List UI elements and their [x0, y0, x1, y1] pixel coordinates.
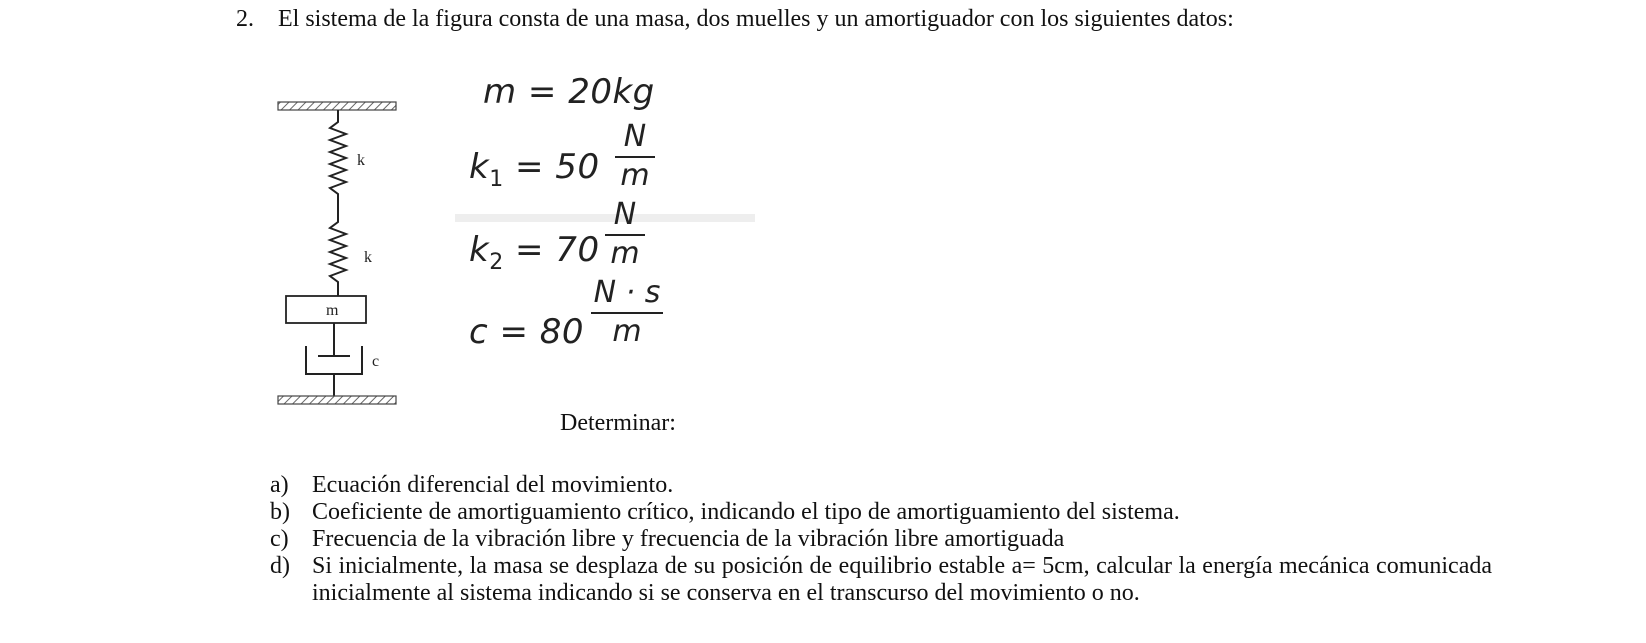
determinar-heading: Determinar:	[560, 410, 676, 436]
spring-2-label: k	[364, 249, 372, 266]
formula-damping: c = 80	[469, 312, 585, 352]
problem-text: El sistema de la figura consta de una masa, dos muelles y un amortiguador con los siguientes datos:	[278, 6, 1234, 32]
spring-2	[330, 212, 346, 296]
question-item-a: a) Ecuación diferencial del movimiento.	[270, 472, 674, 498]
mass-label: m	[326, 302, 339, 319]
question-item-c: c) Frecuencia de la vibración libre y frecuencia de la vibración libre amortiguada	[270, 526, 1065, 552]
formula-k1: $k_1 = 50$	[469, 147, 600, 192]
problem-number: 2.	[236, 6, 254, 32]
top-support	[278, 102, 396, 110]
formula-k2-fraction: N m	[605, 200, 645, 269]
spring-1-label: k	[357, 152, 365, 169]
bottom-support	[278, 396, 396, 404]
question-list	[270, 472, 1492, 607]
formula-c-fraction: N · s m	[591, 278, 663, 347]
damper-label: c	[372, 353, 380, 370]
spring-1	[330, 110, 346, 212]
damper	[306, 323, 362, 396]
formula-mass: m = 20kg	[483, 72, 655, 112]
data-formulas	[445, 66, 685, 366]
formula-k1-fraction: N m	[615, 122, 655, 191]
formula-k2: $k_2 = 70$	[469, 230, 600, 275]
question-item-b: b) Coeficiente de amortiguamiento crítico, indicando el tipo de amortiguamiento del sistema.	[270, 499, 1180, 525]
question-item-d: d) Si inicialmente, la masa se desplaza de su posición de equilibrio estable a= 5cm, calcular la energía mecánica comunicada inicialmente al sistema indicando si se conserva en el transcurso del movimiento o no.	[270, 553, 1492, 606]
